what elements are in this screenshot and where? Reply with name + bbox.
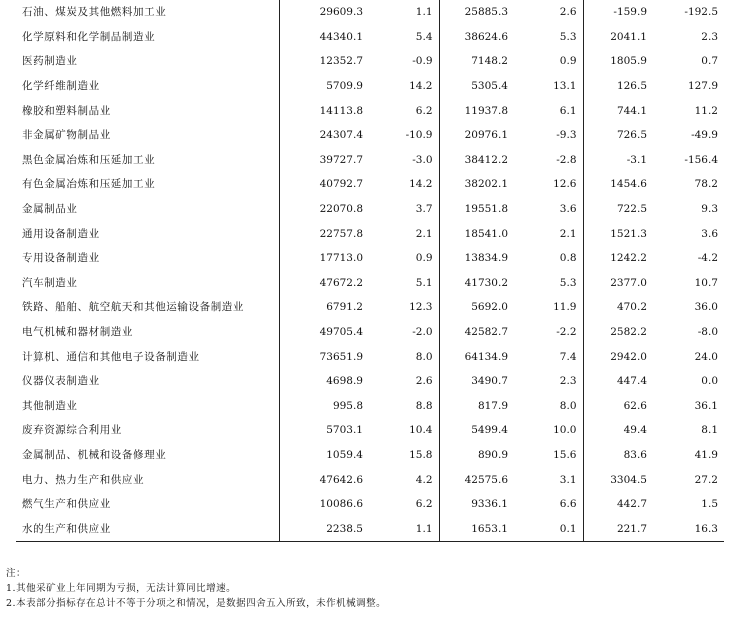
value-cell-v2: 14.2 (409, 178, 433, 191)
industry-name-cell: 橡胶和塑料制品业 (22, 104, 111, 117)
table-row (16, 344, 724, 369)
value-cell-v6: 11.2 (694, 104, 718, 117)
value-cell-v3: 19551.8 (439, 197, 514, 222)
value-cell-v6: 0.0 (701, 375, 718, 388)
industry-name-cell: 医药制造业 (22, 55, 78, 68)
footnote-2: 2.本表部分指标存在总计不等于分项之和情况，是数据四舍五入所致，未作机械调整。 (6, 598, 387, 609)
value-cell-v2: 14.2 (409, 80, 433, 93)
value-cell-v6: -192.5 (684, 6, 718, 19)
value-cell-v4: 2.1 (559, 227, 577, 240)
value-cell-v6: -49.9 (691, 129, 718, 142)
table-row (16, 271, 724, 296)
value-cell-v3: 38412.2 (439, 148, 514, 173)
value-cell-v5: 2377.0 (583, 271, 653, 296)
value-cell-v4: 0.8 (559, 252, 577, 265)
value-cell-v4: 12.6 (553, 178, 577, 191)
table-row (16, 98, 724, 123)
value-cell-v5: 2041.1 (583, 25, 653, 50)
value-cell-v5: 726.5 (583, 123, 653, 148)
value-cell-v1: 22757.8 (279, 221, 369, 246)
value-cell-v2: -2.0 (412, 326, 433, 339)
value-cell-v3: 1653.1 (439, 516, 514, 541)
value-cell-v2: -10.9 (405, 129, 433, 142)
footnotes (6, 566, 386, 611)
table-row (16, 295, 724, 320)
value-cell-v3: 38202.1 (439, 172, 514, 197)
value-cell-v4: -2.2 (556, 326, 577, 339)
value-cell-v4: 2.3 (559, 375, 577, 388)
value-cell-v5: 221.7 (583, 516, 653, 541)
value-cell-v1: 47642.6 (279, 467, 369, 492)
value-cell-v3: 11937.8 (439, 98, 514, 123)
value-cell-v6: 1.5 (701, 498, 718, 511)
value-cell-v4: -9.3 (556, 129, 577, 142)
value-cell-v6: 3.6 (701, 227, 718, 240)
value-cell-v1: 4698.9 (279, 369, 369, 394)
value-cell-v3: 38624.6 (439, 25, 514, 50)
value-cell-v1: 995.8 (279, 394, 369, 419)
table-row (16, 197, 724, 222)
industry-name-cell: 计算机、通信和其他电子设备制造业 (22, 350, 200, 363)
value-cell-v3: 5305.4 (439, 74, 514, 99)
value-cell-v6: 0.7 (701, 55, 718, 68)
industry-name-cell: 电气机械和器材制造业 (22, 326, 133, 339)
table-row (16, 123, 724, 148)
value-cell-v4: 5.3 (559, 276, 577, 289)
value-cell-v2: 8.0 (415, 350, 433, 363)
table-row (16, 74, 724, 99)
industry-name-cell: 专用设备制造业 (22, 252, 100, 265)
industry-name-cell: 有色金属冶炼和压延加工业 (22, 178, 156, 191)
industry-name-cell: 铁路、船舶、航空航天和其他运输设备制造业 (22, 301, 244, 314)
value-cell-v5: 442.7 (583, 492, 653, 517)
industry-name-cell: 电力、热力生产和供应业 (22, 473, 145, 486)
value-cell-v2: 5.4 (415, 30, 433, 43)
value-cell-v1: 73651.9 (279, 344, 369, 369)
value-cell-v1: 2238.5 (279, 516, 369, 541)
table-row (16, 320, 724, 345)
value-cell-v4: 8.0 (559, 399, 577, 412)
industry-name-cell: 废弃资源综合利用业 (22, 424, 122, 437)
value-cell-v2: 3.7 (415, 203, 433, 216)
value-cell-v5: 1454.6 (583, 172, 653, 197)
value-cell-v4: 15.6 (553, 448, 577, 461)
value-cell-v5: -159.9 (583, 0, 653, 25)
value-cell-v2: 2.6 (415, 375, 433, 388)
value-cell-v3: 3490.7 (439, 369, 514, 394)
industry-name-cell: 化学原料和化学制品制造业 (22, 30, 156, 43)
table-body (16, 0, 724, 542)
industry-name-cell: 化学纤维制造业 (22, 80, 100, 93)
value-cell-v5: 62.6 (583, 394, 653, 419)
value-cell-v6: 10.7 (694, 276, 718, 289)
value-cell-v3: 5499.4 (439, 418, 514, 443)
value-cell-v3: 5692.0 (439, 295, 514, 320)
value-cell-v4: 0.9 (559, 55, 577, 68)
value-cell-v3: 7148.2 (439, 49, 514, 74)
value-cell-v5: 49.4 (583, 418, 653, 443)
value-cell-v6: 27.2 (694, 473, 718, 486)
industry-name-cell: 通用设备制造业 (22, 227, 100, 240)
value-cell-v5: -3.1 (583, 148, 653, 173)
table-row (16, 492, 724, 517)
value-cell-v2: 4.2 (415, 473, 433, 486)
value-cell-v3: 817.9 (439, 394, 514, 419)
table-row (16, 467, 724, 492)
value-cell-v4: 6.6 (559, 498, 577, 511)
value-cell-v5: 83.6 (583, 443, 653, 468)
value-cell-v4: 11.9 (553, 301, 577, 314)
industry-name-cell: 金属制品、机械和设备修理业 (22, 448, 167, 461)
value-cell-v4: 7.4 (559, 350, 577, 363)
value-cell-v5: 126.5 (583, 74, 653, 99)
value-cell-v3: 42582.7 (439, 320, 514, 345)
value-cell-v3: 25885.3 (439, 0, 514, 25)
industry-name-cell: 非金属矿物制品业 (22, 129, 111, 142)
value-cell-v1: 5703.1 (279, 418, 369, 443)
value-cell-v3: 890.9 (439, 443, 514, 468)
value-cell-v5: 3304.5 (583, 467, 653, 492)
value-cell-v5: 744.1 (583, 98, 653, 123)
value-cell-v2: 2.1 (415, 227, 433, 240)
table-row (16, 394, 724, 419)
value-cell-v1: 1059.4 (279, 443, 369, 468)
value-cell-v5: 1805.9 (583, 49, 653, 74)
value-cell-v2: 10.4 (409, 424, 433, 437)
value-cell-v2: 15.8 (409, 448, 433, 461)
value-cell-v5: 2942.0 (583, 344, 653, 369)
value-cell-v1: 44340.1 (279, 25, 369, 50)
value-cell-v6: 36.1 (694, 399, 718, 412)
value-cell-v3: 64134.9 (439, 344, 514, 369)
table-row (16, 148, 724, 173)
value-cell-v2: 12.3 (409, 301, 433, 314)
value-cell-v2: 0.9 (415, 252, 433, 265)
industry-name-cell: 石油、煤炭及其他燃料加工业 (22, 6, 167, 19)
value-cell-v2: 8.8 (415, 399, 433, 412)
value-cell-v4: 0.1 (514, 516, 583, 541)
value-cell-v5: 470.2 (583, 295, 653, 320)
value-cell-v1: 39727.7 (279, 148, 369, 173)
value-cell-v2: 1.1 (369, 516, 439, 541)
value-cell-v1: 14113.8 (279, 98, 369, 123)
value-cell-v6: -8.0 (697, 326, 718, 339)
value-cell-v1: 5709.9 (279, 74, 369, 99)
value-cell-v1: 24307.4 (279, 123, 369, 148)
value-cell-v4: 10.0 (553, 424, 577, 437)
industry-name-cell: 汽车制造业 (22, 276, 78, 289)
industry-name-cell: 水的生产和供应业 (16, 516, 279, 541)
value-cell-v6: 41.9 (694, 448, 718, 461)
table-row (16, 443, 724, 468)
value-cell-v6: 9.3 (701, 203, 718, 216)
value-cell-v1: 40792.7 (279, 172, 369, 197)
value-cell-v4: 3.6 (559, 203, 577, 216)
value-cell-v6: 127.9 (687, 80, 718, 93)
value-cell-v6: 2.3 (701, 30, 718, 43)
value-cell-v5: 1242.2 (583, 246, 653, 271)
value-cell-v2: 6.2 (415, 104, 433, 117)
table-row (16, 0, 724, 25)
value-cell-v1: 22070.8 (279, 197, 369, 222)
value-cell-v6: 36.0 (694, 301, 718, 314)
value-cell-v4: 13.1 (553, 80, 577, 93)
industry-name-cell: 金属制品业 (22, 203, 78, 216)
table-row (16, 172, 724, 197)
value-cell-v3: 41730.2 (439, 271, 514, 296)
value-cell-v5: 722.5 (583, 197, 653, 222)
value-cell-v2: 5.1 (415, 276, 433, 289)
industry-statistics-table (16, 0, 724, 542)
value-cell-v4: -2.8 (556, 153, 577, 166)
value-cell-v5: 1521.3 (583, 221, 653, 246)
value-cell-v1: 6791.2 (279, 295, 369, 320)
value-cell-v2: 6.2 (415, 498, 433, 511)
value-cell-v4: 6.1 (559, 104, 577, 117)
industry-name-cell: 燃气生产和供应业 (22, 498, 111, 511)
value-cell-v3: 13834.9 (439, 246, 514, 271)
value-cell-v6: 78.2 (694, 178, 718, 191)
table-row (16, 221, 724, 246)
value-cell-v5: 447.4 (583, 369, 653, 394)
value-cell-v1: 17713.0 (279, 246, 369, 271)
value-cell-v5: 2582.2 (583, 320, 653, 345)
value-cell-v4: 5.3 (559, 30, 577, 43)
table-row (16, 516, 724, 541)
table-row (16, 418, 724, 443)
value-cell-v3: 18541.0 (439, 221, 514, 246)
value-cell-v6: -156.4 (684, 153, 718, 166)
value-cell-v3: 20976.1 (439, 123, 514, 148)
value-cell-v3: 9336.1 (439, 492, 514, 517)
footnote-label: 注： (6, 568, 27, 579)
value-cell-v1: 29609.3 (279, 0, 369, 25)
value-cell-v1: 49705.4 (279, 320, 369, 345)
value-cell-v4: 3.1 (559, 473, 577, 486)
table-row (16, 246, 724, 271)
value-cell-v6: 8.1 (701, 424, 718, 437)
industry-name-cell: 仪器仪表制造业 (22, 375, 100, 388)
table-row (16, 49, 724, 74)
value-cell-v2: -0.9 (412, 55, 433, 68)
table-row (16, 25, 724, 50)
value-cell-v6: 16.3 (653, 516, 724, 541)
value-cell-v2: 1.1 (415, 6, 433, 19)
value-cell-v6: 24.0 (694, 350, 718, 363)
industry-name-cell: 黑色金属冶炼和压延加工业 (22, 153, 156, 166)
value-cell-v3: 42575.6 (439, 467, 514, 492)
industry-name-cell: 其他制造业 (22, 399, 78, 412)
footnote-1: 1.其他采矿业上年同期为亏损，无法计算同比增速。 (6, 583, 237, 594)
value-cell-v4: 2.6 (559, 6, 577, 19)
value-cell-v1: 47672.2 (279, 271, 369, 296)
value-cell-v1: 10086.6 (279, 492, 369, 517)
table-row (16, 369, 724, 394)
value-cell-v2: -3.0 (412, 153, 433, 166)
value-cell-v1: 12352.7 (279, 49, 369, 74)
value-cell-v6: -4.2 (697, 252, 718, 265)
